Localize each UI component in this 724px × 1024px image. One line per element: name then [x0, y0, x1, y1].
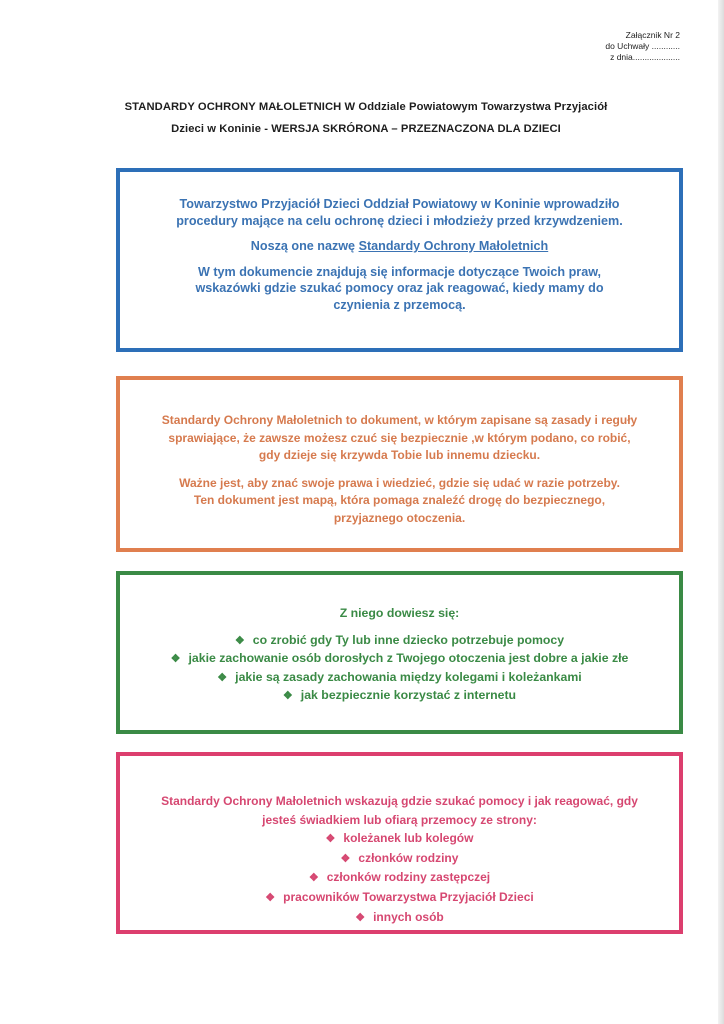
definition-paragraph-1: [130, 412, 669, 465]
definition-paragraph-2: [130, 475, 669, 528]
diamond-bullet-icon: ❖: [340, 852, 351, 865]
standards-name-underlined: Standardy Ochrony Małoletnich: [358, 239, 549, 253]
intro-box: [116, 168, 683, 352]
intro-line: procedury mające na celu ochronę dzieci i młodzieży przed krzywdzeniem.: [176, 213, 623, 228]
list-item-text: jakie są zasady zachowania między kolegami i koleżankami: [235, 669, 582, 684]
intro-line: wskazówki gdzie szukać pomocy oraz jak reagować, kiedy mamy do: [195, 281, 604, 295]
intro-line: Noszą one nazwę: [250, 239, 359, 253]
list-item: [130, 908, 669, 928]
diamond-bullet-icon: ❖: [325, 833, 336, 846]
definition-line: gdy dzieje się krzywda Tobie lub innemu dziecku.: [258, 448, 541, 462]
intro-line: czynienia z przemocą.: [333, 297, 466, 312]
document-title: [60, 96, 672, 140]
list-item: [130, 650, 669, 669]
attachment-number: Załącznik Nr 2: [625, 30, 680, 40]
list-item: [130, 849, 669, 869]
diamond-bullet-icon: ❖: [265, 891, 276, 904]
help-intro-line: Standardy Ochrony Małoletnich wskazują gdzie szukać pomocy i jak reagować, gdy: [161, 794, 638, 808]
learn-box: [116, 571, 683, 734]
intro-paragraph-3: [136, 264, 663, 314]
help-list: [130, 829, 669, 927]
definition-box: [116, 376, 683, 552]
diamond-bullet-icon: ❖: [355, 911, 366, 924]
list-item: [130, 888, 669, 908]
list-item-text: innych osób: [373, 909, 444, 924]
list-item: [130, 687, 669, 706]
list-item-text: co zrobić gdy Ty lub inne dziecko potrzebuje pomocy: [252, 632, 565, 647]
intro-line: W tym dokumencie znajdują się informacje dotyczące Twoich praw,: [197, 264, 602, 279]
definition-line: Standardy Ochrony Małoletnich to dokument, w którym zapisane są zasady i reguły: [161, 413, 638, 427]
title-line-2: Dzieci w Koninie - WERSJA SKRÓRONA – PRZEZNACZONA DLA DZIECI: [171, 123, 561, 135]
diamond-bullet-icon: ❖: [308, 872, 319, 885]
definition-line: przyjaznego otoczenia.: [333, 510, 466, 525]
intro-line: Towarzystwo Przyjaciół Dzieci Oddział Powiatowy w Koninie wprowadziło: [179, 197, 620, 211]
list-item: [130, 632, 669, 651]
list-item-text: jakie zachowanie osób dorosłych z Twojego otoczenia jest dobre a jakie złe: [188, 651, 629, 665]
title-line-1: STANDARDY OCHRONY MAŁOLETNICH W Oddziale Powiatowym Towarzystwa Przyjaciół: [124, 101, 608, 113]
list-item-text: pracowników Towarzystwa Przyjaciół Dzieci: [283, 889, 534, 904]
list-item: [130, 868, 669, 888]
definition-line: sprawiające, że zawsze możesz czuć się bezpiecznie ,w którym podano, co robić,: [168, 430, 631, 445]
diamond-bullet-icon: ❖: [234, 634, 245, 647]
learn-heading: Z niego dowiesz się:: [339, 606, 460, 620]
list-item: [130, 829, 669, 849]
list-item-text: koleżanek lub kolegów: [343, 831, 474, 846]
list-item-text: członków rodziny zastępczej: [326, 870, 491, 885]
attachment-note: [540, 30, 680, 63]
help-intro-line: jesteś świadkiem lub ofiarą przemocy ze strony:: [262, 812, 537, 827]
diamond-bullet-icon: ❖: [170, 653, 181, 665]
definition-line: Ten dokument jest mapą, która pomaga znaleźć drogę do bezpiecznego,: [193, 493, 606, 507]
intro-paragraph-2: [136, 238, 663, 255]
learn-list: [130, 632, 669, 706]
diamond-bullet-icon: ❖: [282, 690, 293, 702]
diamond-bullet-icon: ❖: [217, 671, 228, 684]
page-edge: [718, 0, 724, 1024]
list-item-text: członków rodziny: [358, 850, 459, 865]
list-item-text: jak bezpiecznie korzystać z internetu: [300, 688, 517, 702]
intro-paragraph-1: [136, 196, 663, 229]
list-item: [130, 669, 669, 688]
attachment-resolution: do Uchwały ............: [605, 41, 680, 51]
help-intro: [130, 792, 669, 829]
definition-line: Ważne jest, aby znać swoje prawa i wiedzieć, gdzie się udać w razie potrzeby.: [179, 475, 620, 490]
help-box: [116, 752, 683, 934]
attachment-date: z dnia....................: [610, 52, 680, 62]
